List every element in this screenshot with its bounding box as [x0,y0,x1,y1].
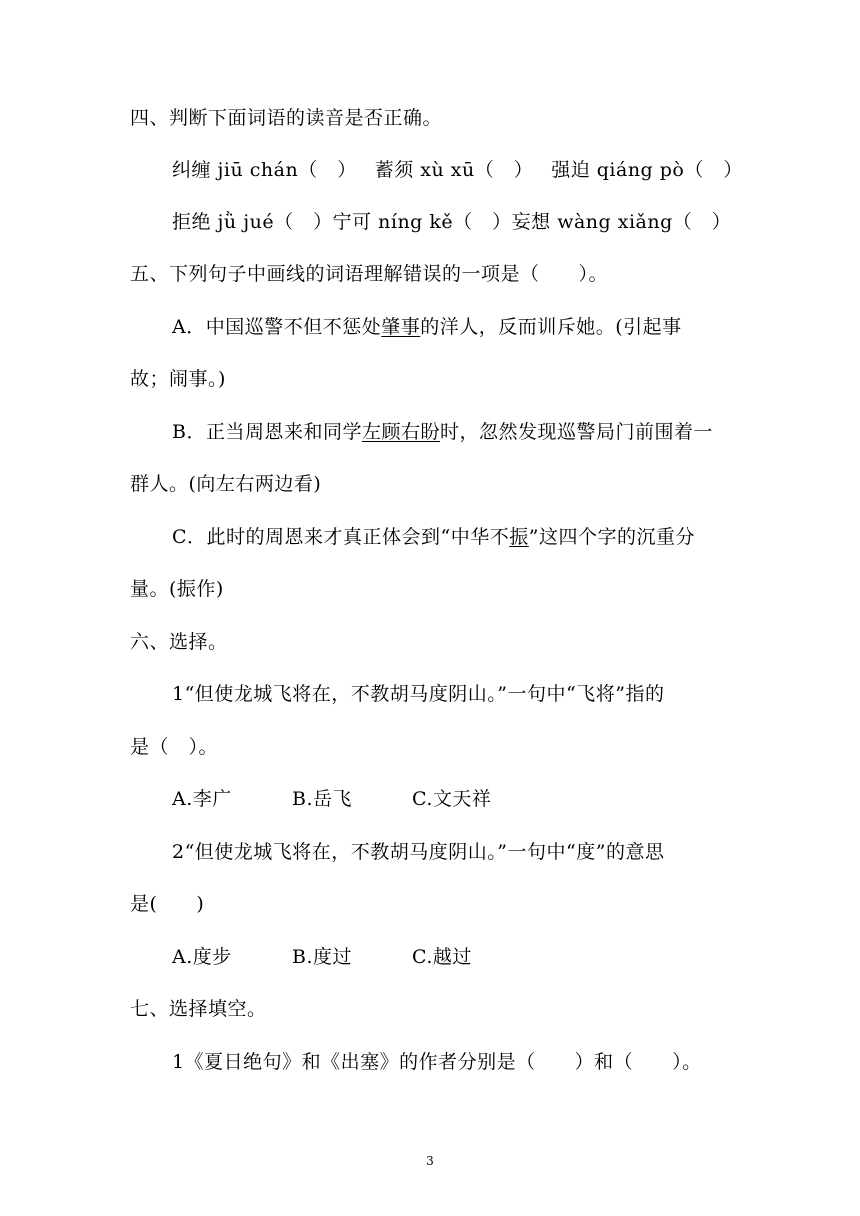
option-a-text: 的洋人，反而训斥她。(引起事 [420,316,682,338]
choice-b: B.度过 [292,946,353,968]
option-a-line-1 [172,315,682,339]
section-5-heading: 五、下列句子中画线的词语理解错误的一项是（ ）。 [130,263,609,285]
question-6-1-line-1: 1“但使龙城飞将在，不教胡马度阴山。”一句中“飞将”指的 [172,683,665,705]
choice-b: B.岳飞 [292,788,353,810]
pinyin-item: 宁可 níng kě（ ） [332,211,512,233]
option-a-line-2: 故；闹事。) [130,368,226,390]
question-6-1-line-2: 是（ ）。 [130,736,219,758]
option-c-line-1 [172,525,695,549]
question-6-1-options [172,787,491,811]
option-a-text: A．中国巡警不但不惩处 [172,316,382,338]
pinyin-row-2 [172,210,731,234]
option-c-text: C．此时的周恩来才真正体会到“中华不 [172,526,510,548]
option-b-text: B．正当周恩来和同学 [172,421,362,443]
question-6-2-line-1: 2“但使龙城飞将在，不教胡马度阴山。”一句中“度”的意思 [172,841,665,863]
underlined-word: 振 [509,526,529,548]
choice-a: A.度步 [172,946,232,968]
option-c-text: ”这四个字的沉重分 [528,526,695,548]
pinyin-item: 强迫 qiáng pò（ ） [551,159,743,181]
option-b-line-2: 群人。(向左右两边看) [130,473,322,495]
section-4-heading: 四、判断下面词语的读音是否正确。 [130,107,443,129]
page-number: 3 [426,1154,434,1168]
pinyin-item: 妄想 wàng xiǎng（ ） [511,211,732,233]
pinyin-item: 拒绝 jǜ jué（ ） [172,211,333,233]
section-6-heading: 六、选择。 [130,631,228,653]
underlined-word: 左顾右盼 [361,421,440,443]
pinyin-item: 蓄须 xù xū（ ） [374,159,534,181]
pinyin-row-1 [172,158,743,182]
question-6-2-line-2: 是( ) [130,893,205,915]
choice-c: C.越过 [412,946,472,968]
pinyin-item: 纠缠 jiū chán（ ） [172,159,357,181]
question-6-2-options [172,945,472,969]
option-b-line-1 [172,420,713,444]
option-b-text: 时，忽然发现巡警局门前围着一 [439,421,713,443]
choice-a: A.李广 [172,788,232,810]
question-7-1: 1《夏日绝句》和《出塞》的作者分别是（ ）和（ ）。 [172,1051,702,1073]
section-7-heading: 七、选择填空。 [130,998,267,1020]
choice-c: C.文天祥 [412,788,492,810]
option-c-line-2: 量。(振作) [130,578,224,600]
underlined-word: 肇事 [381,316,421,338]
